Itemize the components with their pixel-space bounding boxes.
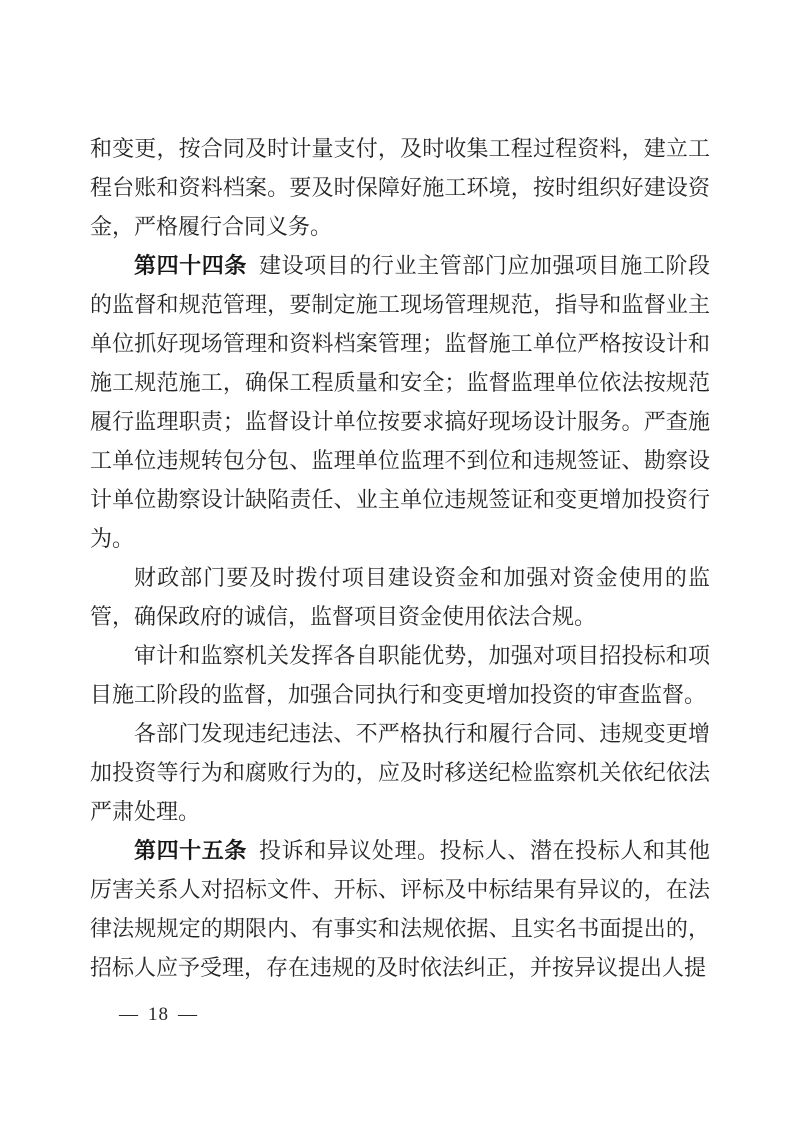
paragraph-text: 和变更，按合同及时计量支付，及时收集工程过程资料，建立工程台账和资料档案。要及时保障好施工环境，按时组织好建设资金，严格履行合同义务。 [90,136,710,239]
footer-dash-right: — [178,1004,198,1025]
paragraph-continuation [90,129,710,246]
footer-dash-left: — [119,1004,139,1025]
article-45-heading: 第四十五条 [134,838,247,863]
paragraph-audit-supervision [90,636,710,714]
paragraph-text: 财政部门要及时拨付项目建设资金和加强对资金使用的监管，确保政府的诚信，监督项目资金使用依法合规。 [90,565,710,629]
article-44-heading: 第四十四条 [134,253,247,278]
paragraph-article-44 [90,246,710,558]
paragraph-text: 审计和监察机关发挥各自职能优势，加强对项目招投标和项目施工阶段的监督，加强合同执行和变更增加投资的审查监督。 [90,643,710,707]
page-number: 18 [148,1004,169,1025]
paragraph-article-45 [90,831,710,987]
page-footer [119,1001,198,1029]
paragraph-finance-dept [90,558,710,636]
paragraph-text: 投诉和异议处理。投标人、潜在投标人和其他厉害关系人对招标文件、开标、评标及中标结果有异议的，在法律法规规定的期限内、有事实和法规依据、且实名书面提出的，招标人应予受理，存在违规的及时依法纠正，并按异议提出人提 [90,838,710,980]
paragraph-text: 建设项目的行业主管部门应加强项目施工阶段的监督和规范管理，要制定施工现场管理规范，指导和监督业主单位抓好现场管理和资料档案管理；监督施工单位严格按设计和施工规范施工，确保工程质量和安全；监督监理单位依法按规范履行监理职责；监督设计单位按要求搞好现场设计服务。严查施工单位违规转包分包、监理单位监理不到位和违规签证、勘察设计单位勘察设计缺陷责任、业主单位违规签证和变更增加投资行为。 [90,253,710,551]
paragraph-violation-handling [90,714,710,831]
paragraph-text: 各部门发现违纪违法、不严格执行和履行合同、违规变更增加投资等行为和腐败行为的，应及时移送纪检监察机关依纪依法严肃处理。 [90,721,710,824]
document-body [90,129,710,987]
